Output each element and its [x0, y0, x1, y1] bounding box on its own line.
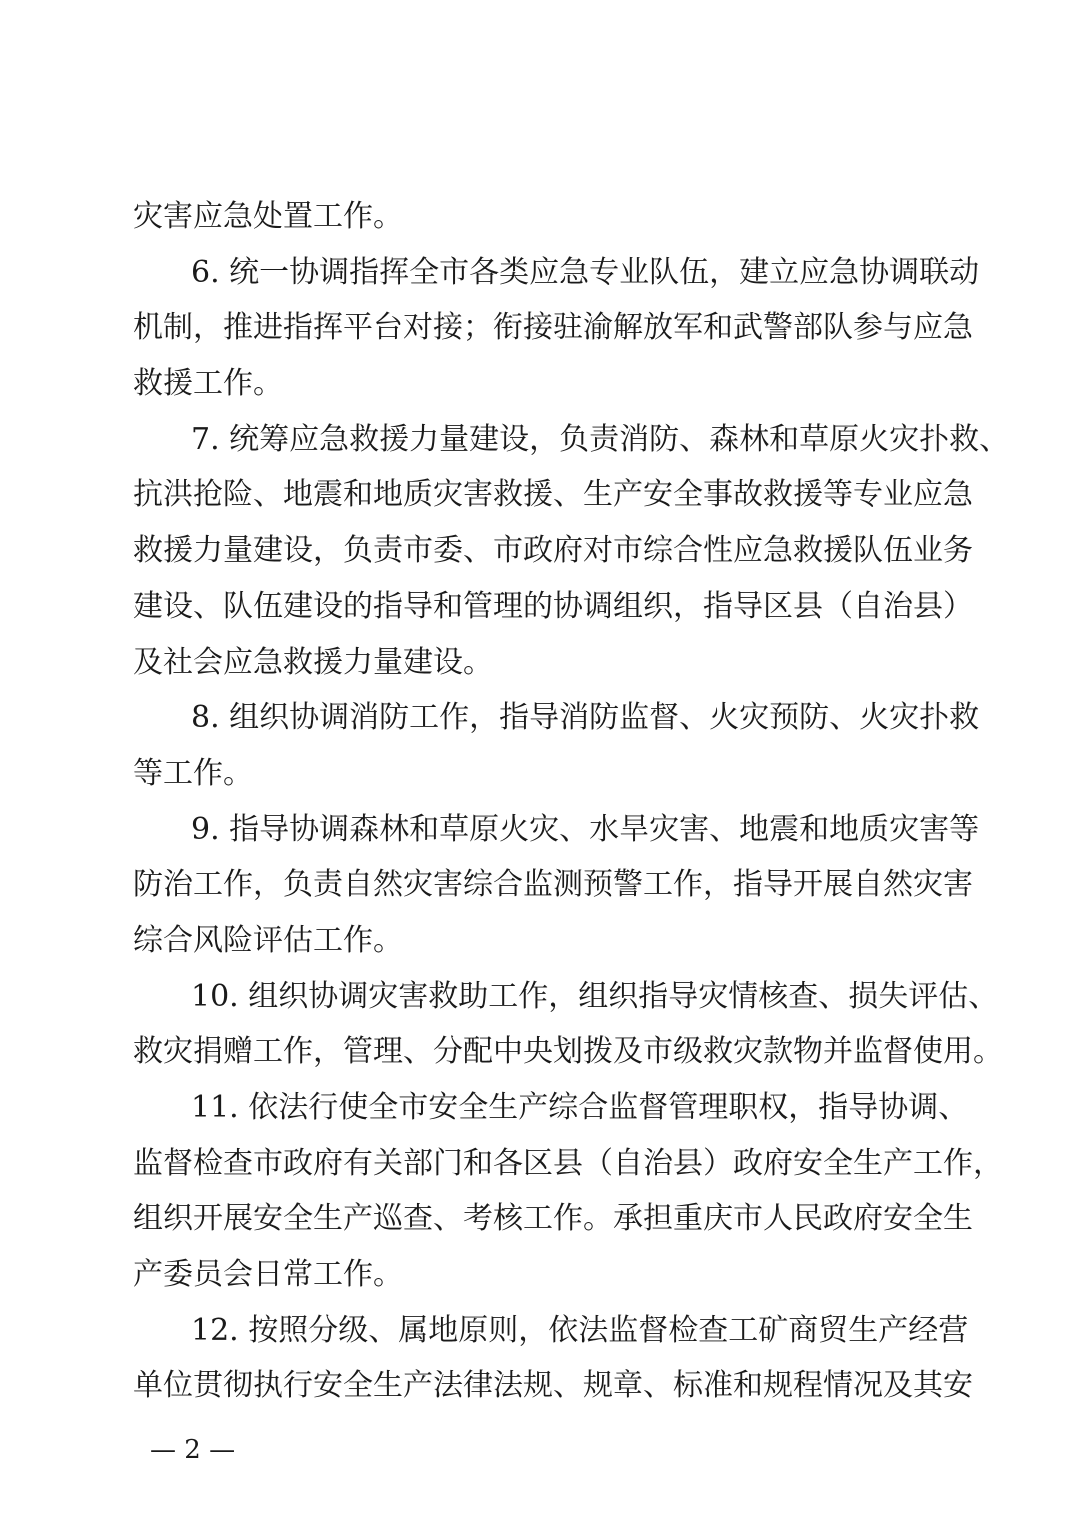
text-line: 救援工作。: [133, 366, 283, 402]
text-line: 救灾捐赠工作，管理、分配中央划拨及市级救灾款物并监督使用。: [133, 1034, 1003, 1070]
text-line: 监督检查市政府有关部门和各区县（自治县）政府安全生产工作，: [133, 1145, 1003, 1181]
text-line: 9. 指导协调森林和草原火灾、水旱灾害、地震和地质灾害等: [191, 811, 980, 847]
text-line: 6. 统一协调指挥全市各类应急专业队伍，建立应急协调联动: [191, 254, 980, 290]
text-line: 综合风险评估工作。: [133, 922, 403, 958]
body-text: [133, 189, 1010, 1414]
text-line: 建设、队伍建设的指导和管理的协调组织，指导区县（自治县）: [133, 588, 973, 624]
text-line: 机制，推进指挥平台对接；衔接驻渝解放军和武警部队参与应急: [133, 310, 973, 346]
text-line: 12. 按照分级、属地原则，依法监督检查工矿商贸生产经营: [191, 1312, 969, 1348]
text-line: 产委员会日常工作。: [133, 1257, 403, 1293]
text-line: 组织开展安全生产巡查、考核工作。承担重庆市人民政府安全生: [133, 1201, 973, 1237]
text-line: 等工作。: [133, 755, 253, 791]
text-line: 灾害应急处置工作。: [133, 199, 403, 234]
text-line: 10. 组织协调灾害救助工作，组织指导灾情核查、损失评估、: [191, 978, 999, 1014]
text-line: 11. 依法行使全市安全生产综合监督管理职权，指导协调、: [191, 1090, 969, 1125]
text-line: 8. 组织协调消防工作，指导消防监督、火灾预防、火灾扑救: [191, 700, 980, 736]
text-line: 救援力量建设，负责市委、市政府对市综合性应急救援队伍业务: [133, 533, 973, 569]
text-line: 及社会应急救援力量建设。: [133, 644, 493, 680]
text-line: 防治工作，负责自然灾害综合监测预警工作，指导开展自然灾害: [133, 867, 973, 903]
text-line: 单位贯彻执行安全生产法律法规、规章、标准和规程情况及其安: [133, 1368, 973, 1404]
text-line: 抗洪抢险、地震和地质灾害救援、生产安全事故救援等专业应急: [133, 477, 973, 513]
page-number: — 2 —: [150, 1435, 236, 1465]
text-line: 7. 统筹应急救援力量建设，负责消防、森林和草原火灾扑救、: [191, 421, 1010, 457]
